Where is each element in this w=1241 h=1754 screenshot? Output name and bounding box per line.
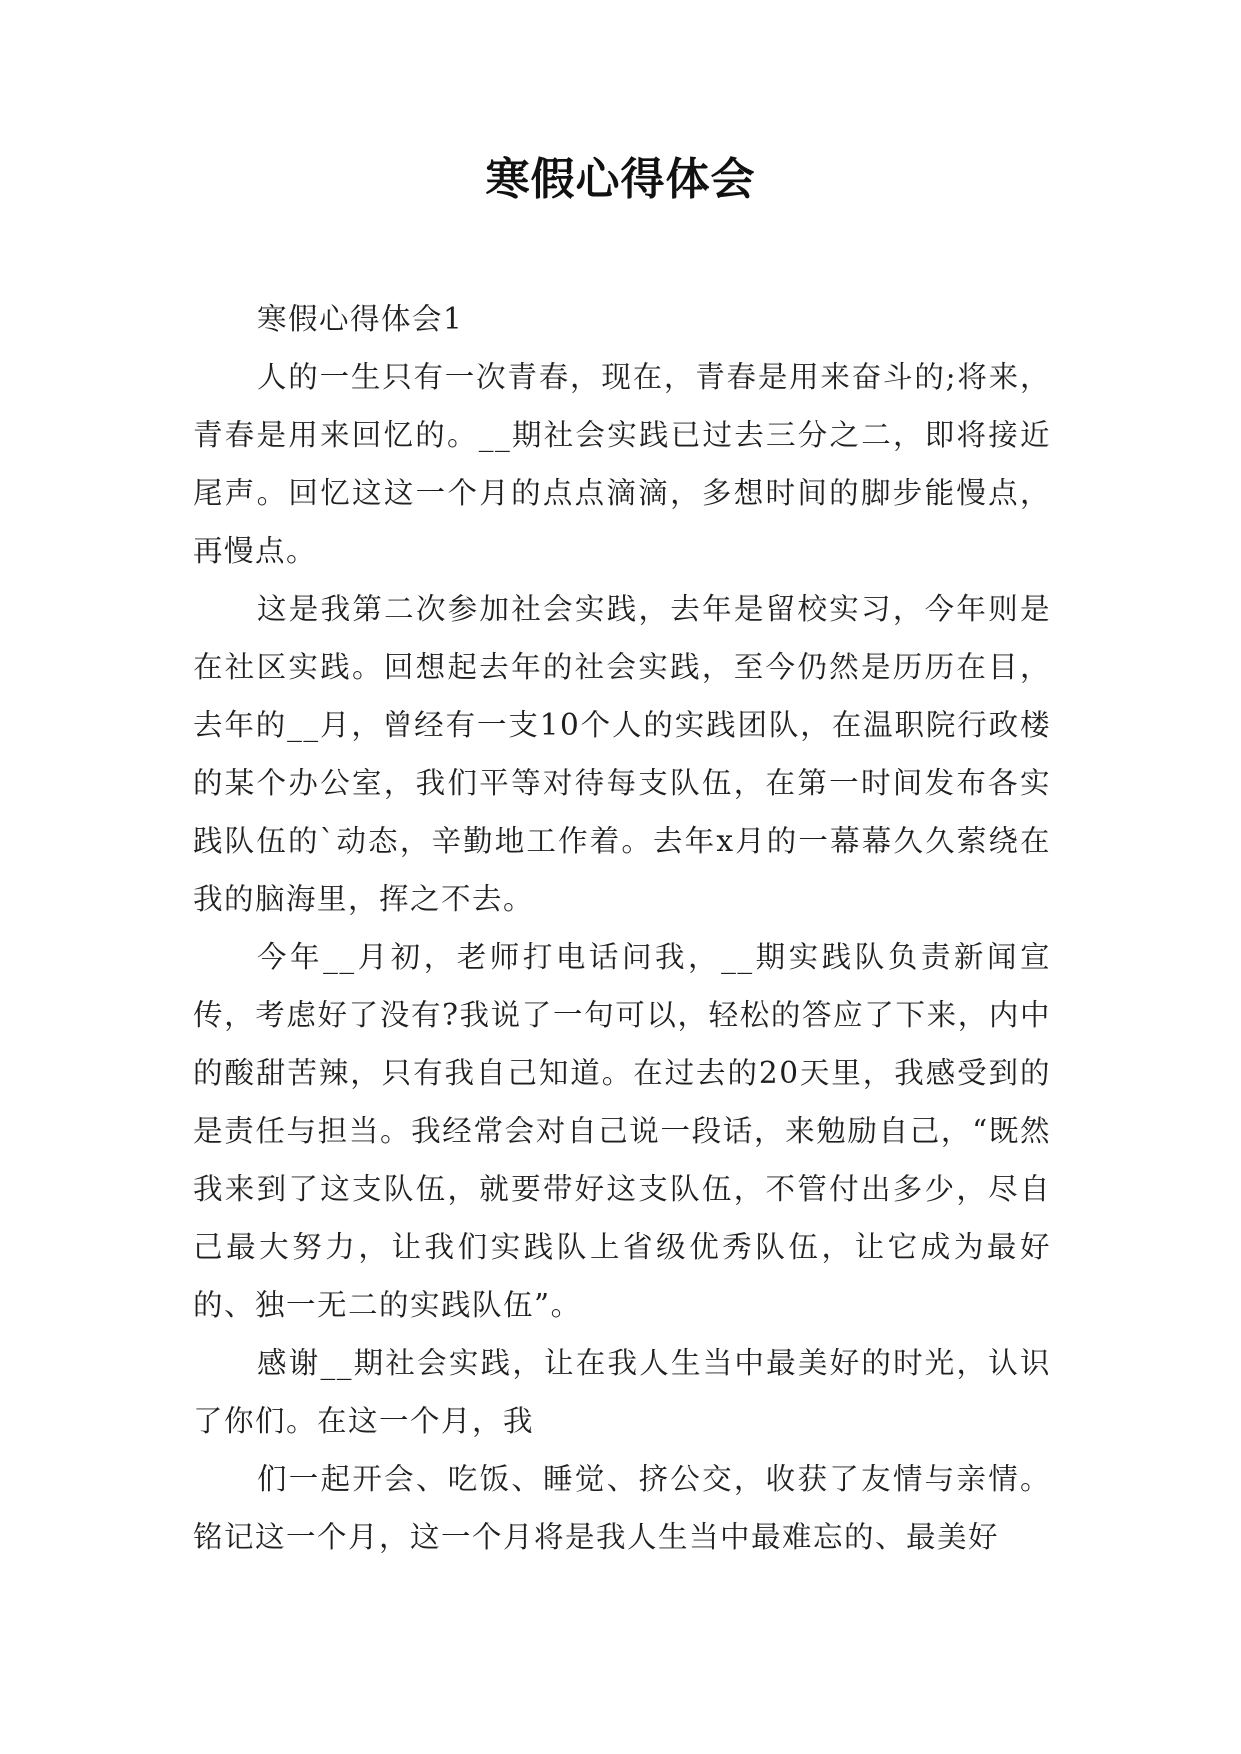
- paragraph: 今年__月初，老师打电话问我，__期实践队负责新闻宣传，考虑好了没有?我说了一句可以，轻松的答应了下来，内中的酸甜苦辣，只有我自己知道。在过去的20天里，我感受到的是责任与担当。我经常会对自己说一段话，来勉励自己，“既然我来到了这支队伍，就要带好这支队伍，不管付出多少，尽自己最大努力，让我们实践队上省级优秀队伍，让它成为最好的、独一无二的实践队伍”。: [193, 940, 1051, 1322]
- paragraph: 们一起开会、吃饭、睡觉、挤公交，收获了友情与亲情。铭记这一个月，这一个月将是我人生当中最难忘的、最美好: [193, 1462, 1051, 1554]
- document-body: [193, 290, 1051, 1566]
- document-title: 寒假心得体会: [485, 154, 756, 205]
- paragraph: 感谢__期社会实践，让在我人生当中最美好的时光，认识了你们。在这一个月，我: [193, 1346, 1051, 1438]
- paragraph: 人的一生只有一次青春，现在，青春是用来奋斗的;将来，青春是用来回忆的。__期社会实践已过去三分之二，即将接近尾声。回忆这这一个月的点点滴滴，多想时间的脚步能慢点，再慢点。: [193, 360, 1051, 568]
- section-heading: 寒假心得体会1: [257, 302, 464, 336]
- paragraph: 这是我第二次参加社会实践，去年是留校实习，今年则是在社区实践。回想起去年的社会实践，至今仍然是历历在目，去年的__月，曾经有一支10个人的实践团队，在温职院行政楼的某个办公室，我们平等对待每支队伍，在第一时间发布各实践队伍的`动态，辛勤地工作着。去年x月的一幕幕久久萦绕在我的脑海里，挥之不去。: [193, 592, 1051, 916]
